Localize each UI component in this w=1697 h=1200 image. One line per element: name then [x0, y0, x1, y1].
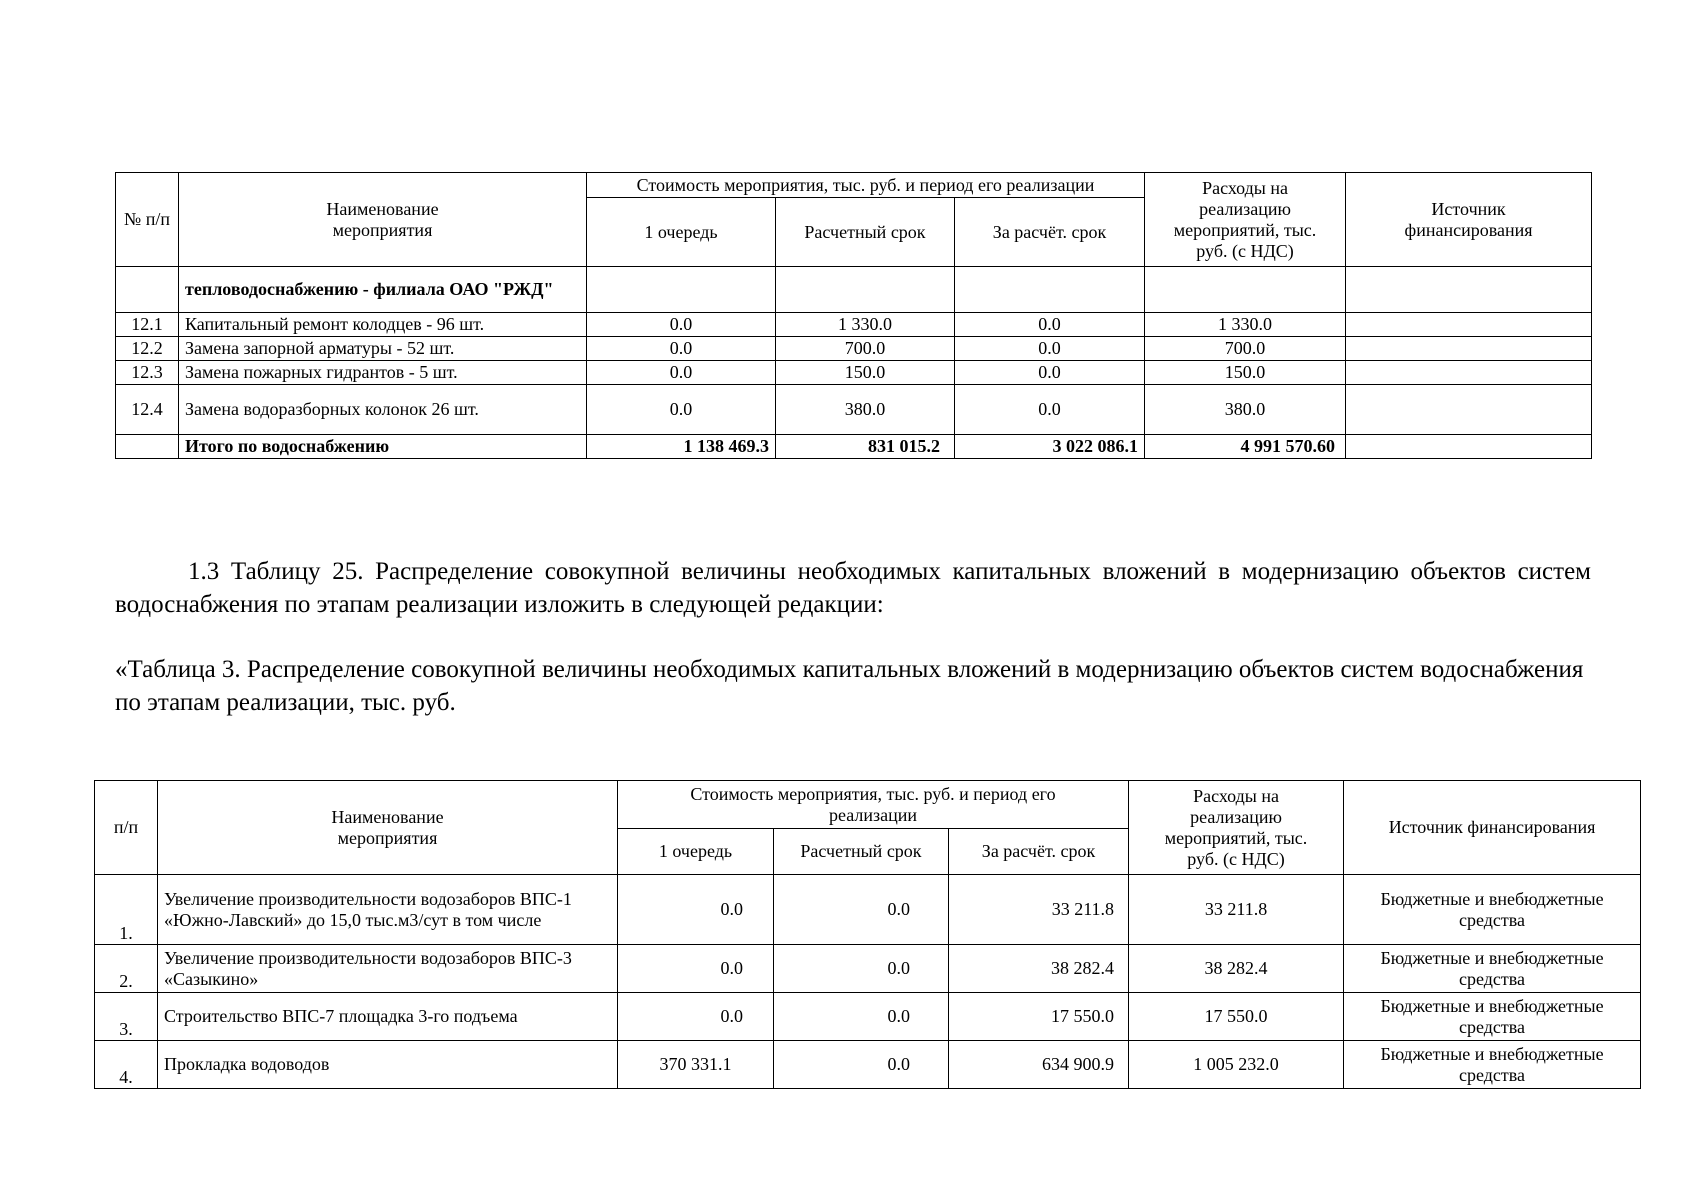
- header-name: Наименование мероприятия: [158, 781, 618, 875]
- row-beyond: 634 900.9: [949, 1041, 1129, 1089]
- total-beyond: 3 022 086.1: [955, 435, 1145, 459]
- row-stage1: 0.0: [587, 385, 776, 435]
- table-row: [116, 361, 1592, 385]
- row-stage1: 0.0: [587, 361, 776, 385]
- row-name: Капитальный ремонт колодцев - 96 шт.: [179, 313, 587, 337]
- header-beyond: За расчёт. срок: [955, 198, 1145, 267]
- investment-table-continued: [115, 172, 1592, 459]
- row-calc: 0.0: [774, 993, 949, 1041]
- row-expenses: 700.0: [1145, 337, 1346, 361]
- row-stage1: 0.0: [587, 313, 776, 337]
- row-stage1: 0.0: [618, 945, 774, 993]
- table-row: [95, 1041, 1641, 1089]
- header-num: № п/п: [116, 173, 179, 267]
- row-calc: 380.0: [776, 385, 955, 435]
- row-source: Бюджетные и внебюджетные средства: [1344, 993, 1641, 1041]
- row-calc: 0.0: [774, 1041, 949, 1089]
- table-row: [95, 875, 1641, 945]
- row-calc: 150.0: [776, 361, 955, 385]
- row-num: 12.4: [116, 385, 179, 435]
- table-row: [116, 385, 1592, 435]
- row-beyond: 38 282.4: [949, 945, 1129, 993]
- row-num: 12.2: [116, 337, 179, 361]
- row-name: Замена пожарных гидрантов - 5 шт.: [179, 361, 587, 385]
- row-source: Бюджетные и внебюджетные средства: [1344, 875, 1641, 945]
- row-beyond: 0.0: [955, 313, 1145, 337]
- header-calc-period: Расчетный срок: [774, 829, 949, 875]
- row-source: [1346, 361, 1592, 385]
- row-calc: 0.0: [774, 875, 949, 945]
- header-source: Источник финансирования: [1346, 173, 1592, 267]
- header-expenses: Расходы на реализацию мероприятий, тыс. руб. (с НДС): [1129, 781, 1344, 875]
- header-cost-group: Стоимость мероприятия, тыс. руб. и период его реализации: [618, 781, 1129, 829]
- header-expenses: Расходы на реализацию мероприятий, тыс. руб. (с НДС): [1145, 173, 1346, 267]
- row-num: 12.1: [116, 313, 179, 337]
- header-calc-period: Расчетный срок: [776, 198, 955, 267]
- row-name: Строительство ВПС-7 площадка 3-го подъема: [158, 993, 618, 1041]
- row-expenses: 150.0: [1145, 361, 1346, 385]
- total-expenses: 4 991 570.60: [1145, 435, 1346, 459]
- investment-table-3: [94, 780, 1641, 1089]
- row-num: 4.: [95, 1041, 158, 1089]
- row-expenses: 38 282.4: [1129, 945, 1344, 993]
- total-row: [116, 435, 1592, 459]
- row-calc: 700.0: [776, 337, 955, 361]
- row-beyond: 0.0: [955, 385, 1145, 435]
- cont-num: [116, 267, 179, 313]
- row-calc: 1 330.0: [776, 313, 955, 337]
- table-row: [95, 993, 1641, 1041]
- row-source: Бюджетные и внебюджетные средства: [1344, 1041, 1641, 1089]
- row-name: Увеличение производительности водозаборов ВПС-3 «Сазыкино»: [158, 945, 618, 993]
- row-name: Прокладка водоводов: [158, 1041, 618, 1089]
- row-beyond: 17 550.0: [949, 993, 1129, 1041]
- row-num: 1.: [95, 875, 158, 945]
- row-source: [1346, 313, 1592, 337]
- amendment-paragraph: 1.3 Таблицу 25. Распределение совокупной величины необходимых капитальных вложений в модернизацию объектов систем водоснабжения по этапам реализации изложить в следующей редакции:: [115, 558, 1591, 618]
- row-name: Замена запорной арматуры - 52 шт.: [179, 337, 587, 361]
- total-stage1: 1 138 469.3: [587, 435, 776, 459]
- row-expenses: 1 005 232.0: [1129, 1041, 1344, 1089]
- row-name: Увеличение производительности водозаборов ВПС-1 «Южно-Лавский» до 15,0 тыс.м3/сут в том числе: [158, 875, 618, 945]
- row-num: 2.: [95, 945, 158, 993]
- row-stage1: 370 331.1: [618, 1041, 774, 1089]
- row-expenses: 1 330.0: [1145, 313, 1346, 337]
- row-stage1: 0.0: [618, 993, 774, 1041]
- row-source: [1346, 337, 1592, 361]
- table-row: [116, 337, 1592, 361]
- row-beyond: 0.0: [955, 361, 1145, 385]
- row-expenses: 17 550.0: [1129, 993, 1344, 1041]
- header-beyond: За расчёт. срок: [949, 829, 1129, 875]
- row-beyond: 0.0: [955, 337, 1145, 361]
- header-source: Источник финансирования: [1344, 781, 1641, 875]
- total-calc: 831 015.2: [776, 435, 955, 459]
- row-calc: 0.0: [774, 945, 949, 993]
- table-row: [95, 945, 1641, 993]
- continuation-label: тепловодоснабжению - филиала ОАО "РЖД": [179, 267, 587, 313]
- header-stage1: 1 очередь: [618, 829, 774, 875]
- header-num: п/п: [95, 781, 158, 875]
- table-row: [116, 313, 1592, 337]
- row-stage1: 0.0: [618, 875, 774, 945]
- row-num: 3.: [95, 993, 158, 1041]
- row-stage1: 0.0: [587, 337, 776, 361]
- row-source: [1346, 385, 1592, 435]
- row-source: Бюджетные и внебюджетные средства: [1344, 945, 1641, 993]
- row-expenses: 380.0: [1145, 385, 1346, 435]
- header-stage1: 1 очередь: [587, 198, 776, 267]
- table-caption: «Таблица 3. Распределение совокупной величины необходимых капитальных вложений в модернизацию объектов систем водоснабжения по этапам реализации, тыс. руб.: [115, 656, 1584, 716]
- row-expenses: 33 211.8: [1129, 875, 1344, 945]
- row-num: 12.3: [116, 361, 179, 385]
- header-name: Наименование мероприятия: [179, 173, 587, 267]
- row-beyond: 33 211.8: [949, 875, 1129, 945]
- header-cost-group: Стоимость мероприятия, тыс. руб. и период его реализации: [587, 173, 1145, 198]
- total-label: Итого по водоснабжению: [179, 435, 587, 459]
- row-name: Замена водоразборных колонок 26 шт.: [179, 385, 587, 435]
